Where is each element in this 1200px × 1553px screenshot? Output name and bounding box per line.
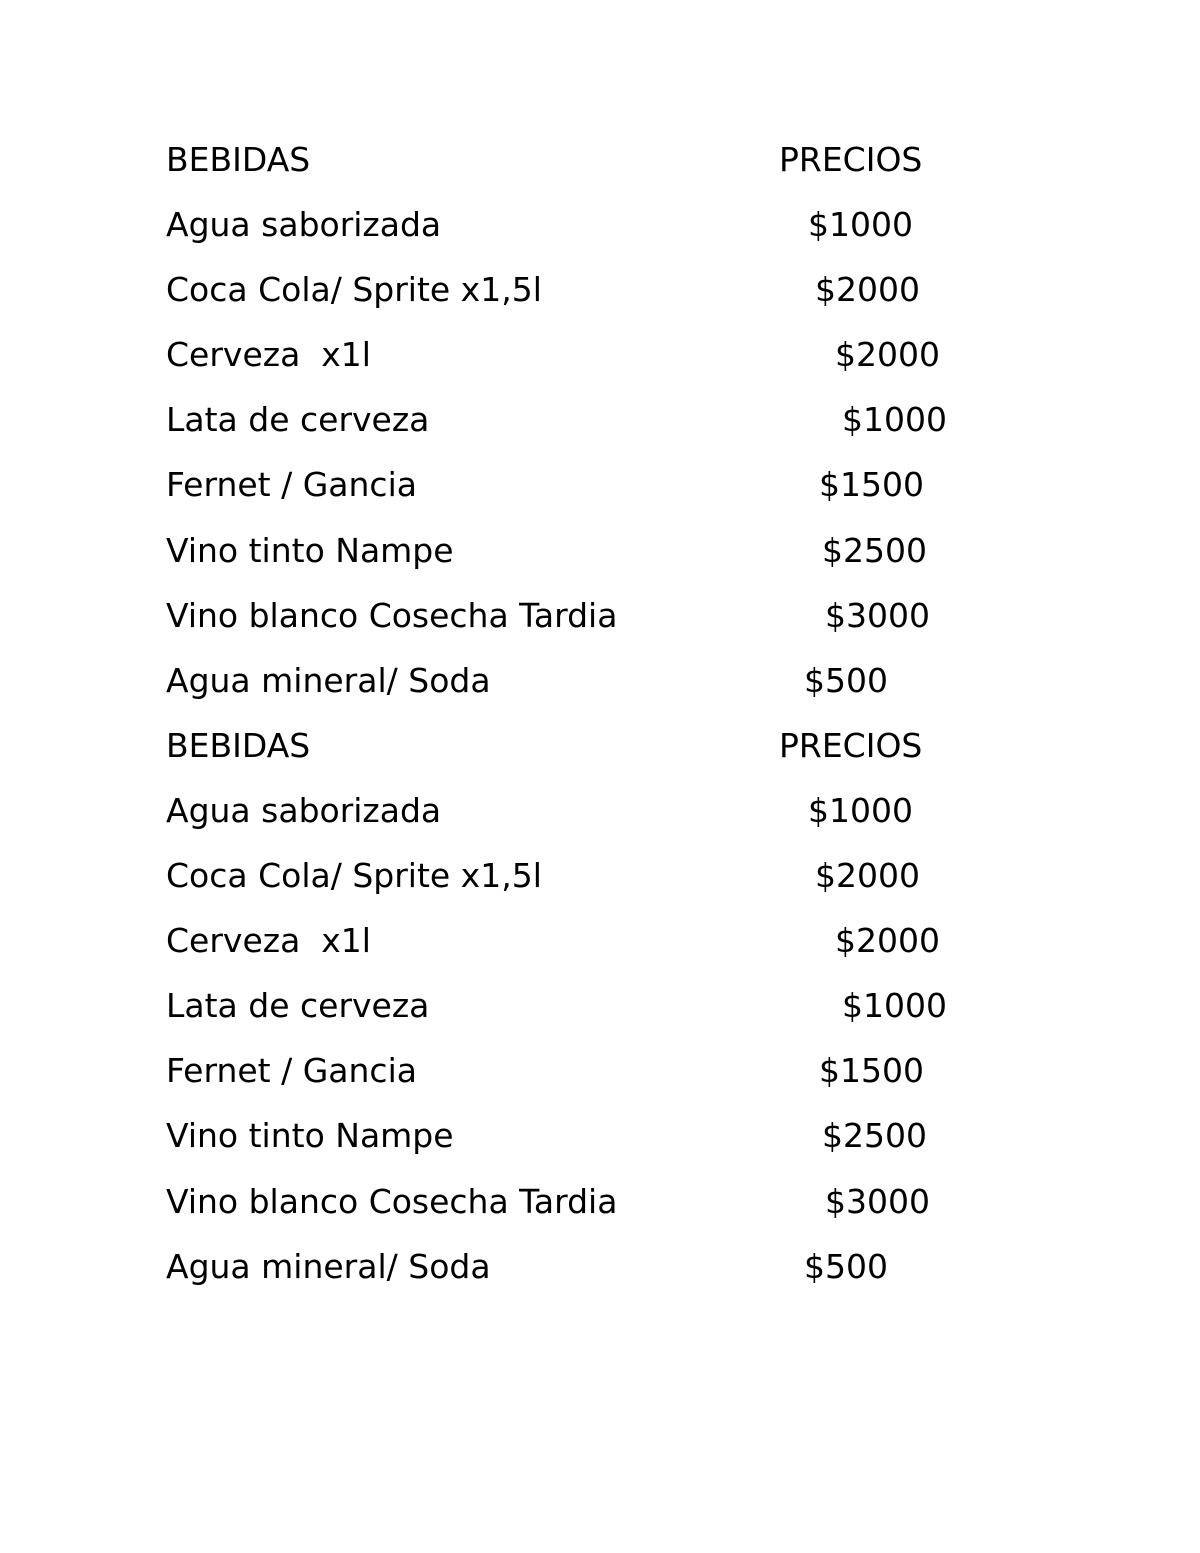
menu-row <box>166 983 1066 1048</box>
menu-row <box>166 1048 1066 1113</box>
menu-row <box>166 593 1066 658</box>
drink-name: Agua saborizada <box>166 790 442 830</box>
drink-name: Lata de cerveza <box>166 400 430 440</box>
drink-price: $1500 <box>819 465 924 505</box>
menu-row <box>166 1244 1066 1309</box>
drinks-price-list <box>166 137 1066 1309</box>
menu-row <box>166 1113 1066 1178</box>
column-header-row <box>166 137 1066 202</box>
column-header-prices: PRECIOS <box>779 725 923 765</box>
menu-row <box>166 918 1066 983</box>
menu-row <box>166 462 1066 527</box>
menu-row <box>166 658 1066 723</box>
drink-price: $1000 <box>808 205 913 245</box>
menu-row <box>166 1179 1066 1244</box>
drink-name: Agua mineral/ Soda <box>166 660 491 700</box>
drink-price: $2000 <box>815 270 920 310</box>
column-header-drinks: BEBIDAS <box>166 725 311 765</box>
drink-price: $2000 <box>815 856 920 896</box>
drink-price: $1000 <box>842 400 947 440</box>
menu-row <box>166 853 1066 918</box>
drink-name: Agua mineral/ Soda <box>166 1246 491 1286</box>
drink-price: $2000 <box>835 921 940 961</box>
drink-name: Vino tinto Nampe <box>166 1116 454 1156</box>
column-header-prices: PRECIOS <box>779 140 923 179</box>
drink-name: Vino blanco Cosecha Tardia <box>166 595 618 635</box>
drink-price: $500 <box>804 660 888 700</box>
drink-price: $3000 <box>825 1181 930 1221</box>
drink-name: Coca Cola/ Sprite x1,5l <box>166 270 542 310</box>
drink-price: $2500 <box>822 530 927 570</box>
menu-row <box>166 528 1066 593</box>
drink-name: Coca Cola/ Sprite x1,5l <box>166 856 542 896</box>
drink-price: $1000 <box>842 986 947 1026</box>
menu-row <box>166 397 1066 462</box>
drink-name: Vino tinto Nampe <box>166 530 454 570</box>
drink-price: $500 <box>804 1246 888 1286</box>
drink-price: $3000 <box>825 595 930 635</box>
menu-row <box>166 267 1066 332</box>
drink-name: Fernet / Gancia <box>166 465 417 505</box>
drink-price: $1500 <box>819 1051 924 1091</box>
menu-row <box>166 202 1066 267</box>
menu-row <box>166 332 1066 397</box>
drink-name: Cerveza x1l <box>166 921 371 961</box>
drink-name: Fernet / Gancia <box>166 1051 417 1091</box>
drink-price: $2500 <box>822 1116 927 1156</box>
column-header-drinks: BEBIDAS <box>166 140 311 179</box>
drink-name: Cerveza x1l <box>166 335 371 375</box>
column-header-row <box>166 723 1066 788</box>
menu-row <box>166 788 1066 853</box>
drink-price: $1000 <box>808 790 913 830</box>
drink-name: Vino blanco Cosecha Tardia <box>166 1181 618 1221</box>
drink-price: $2000 <box>835 335 940 375</box>
drink-name: Lata de cerveza <box>166 986 430 1026</box>
drink-name: Agua saborizada <box>166 205 442 245</box>
